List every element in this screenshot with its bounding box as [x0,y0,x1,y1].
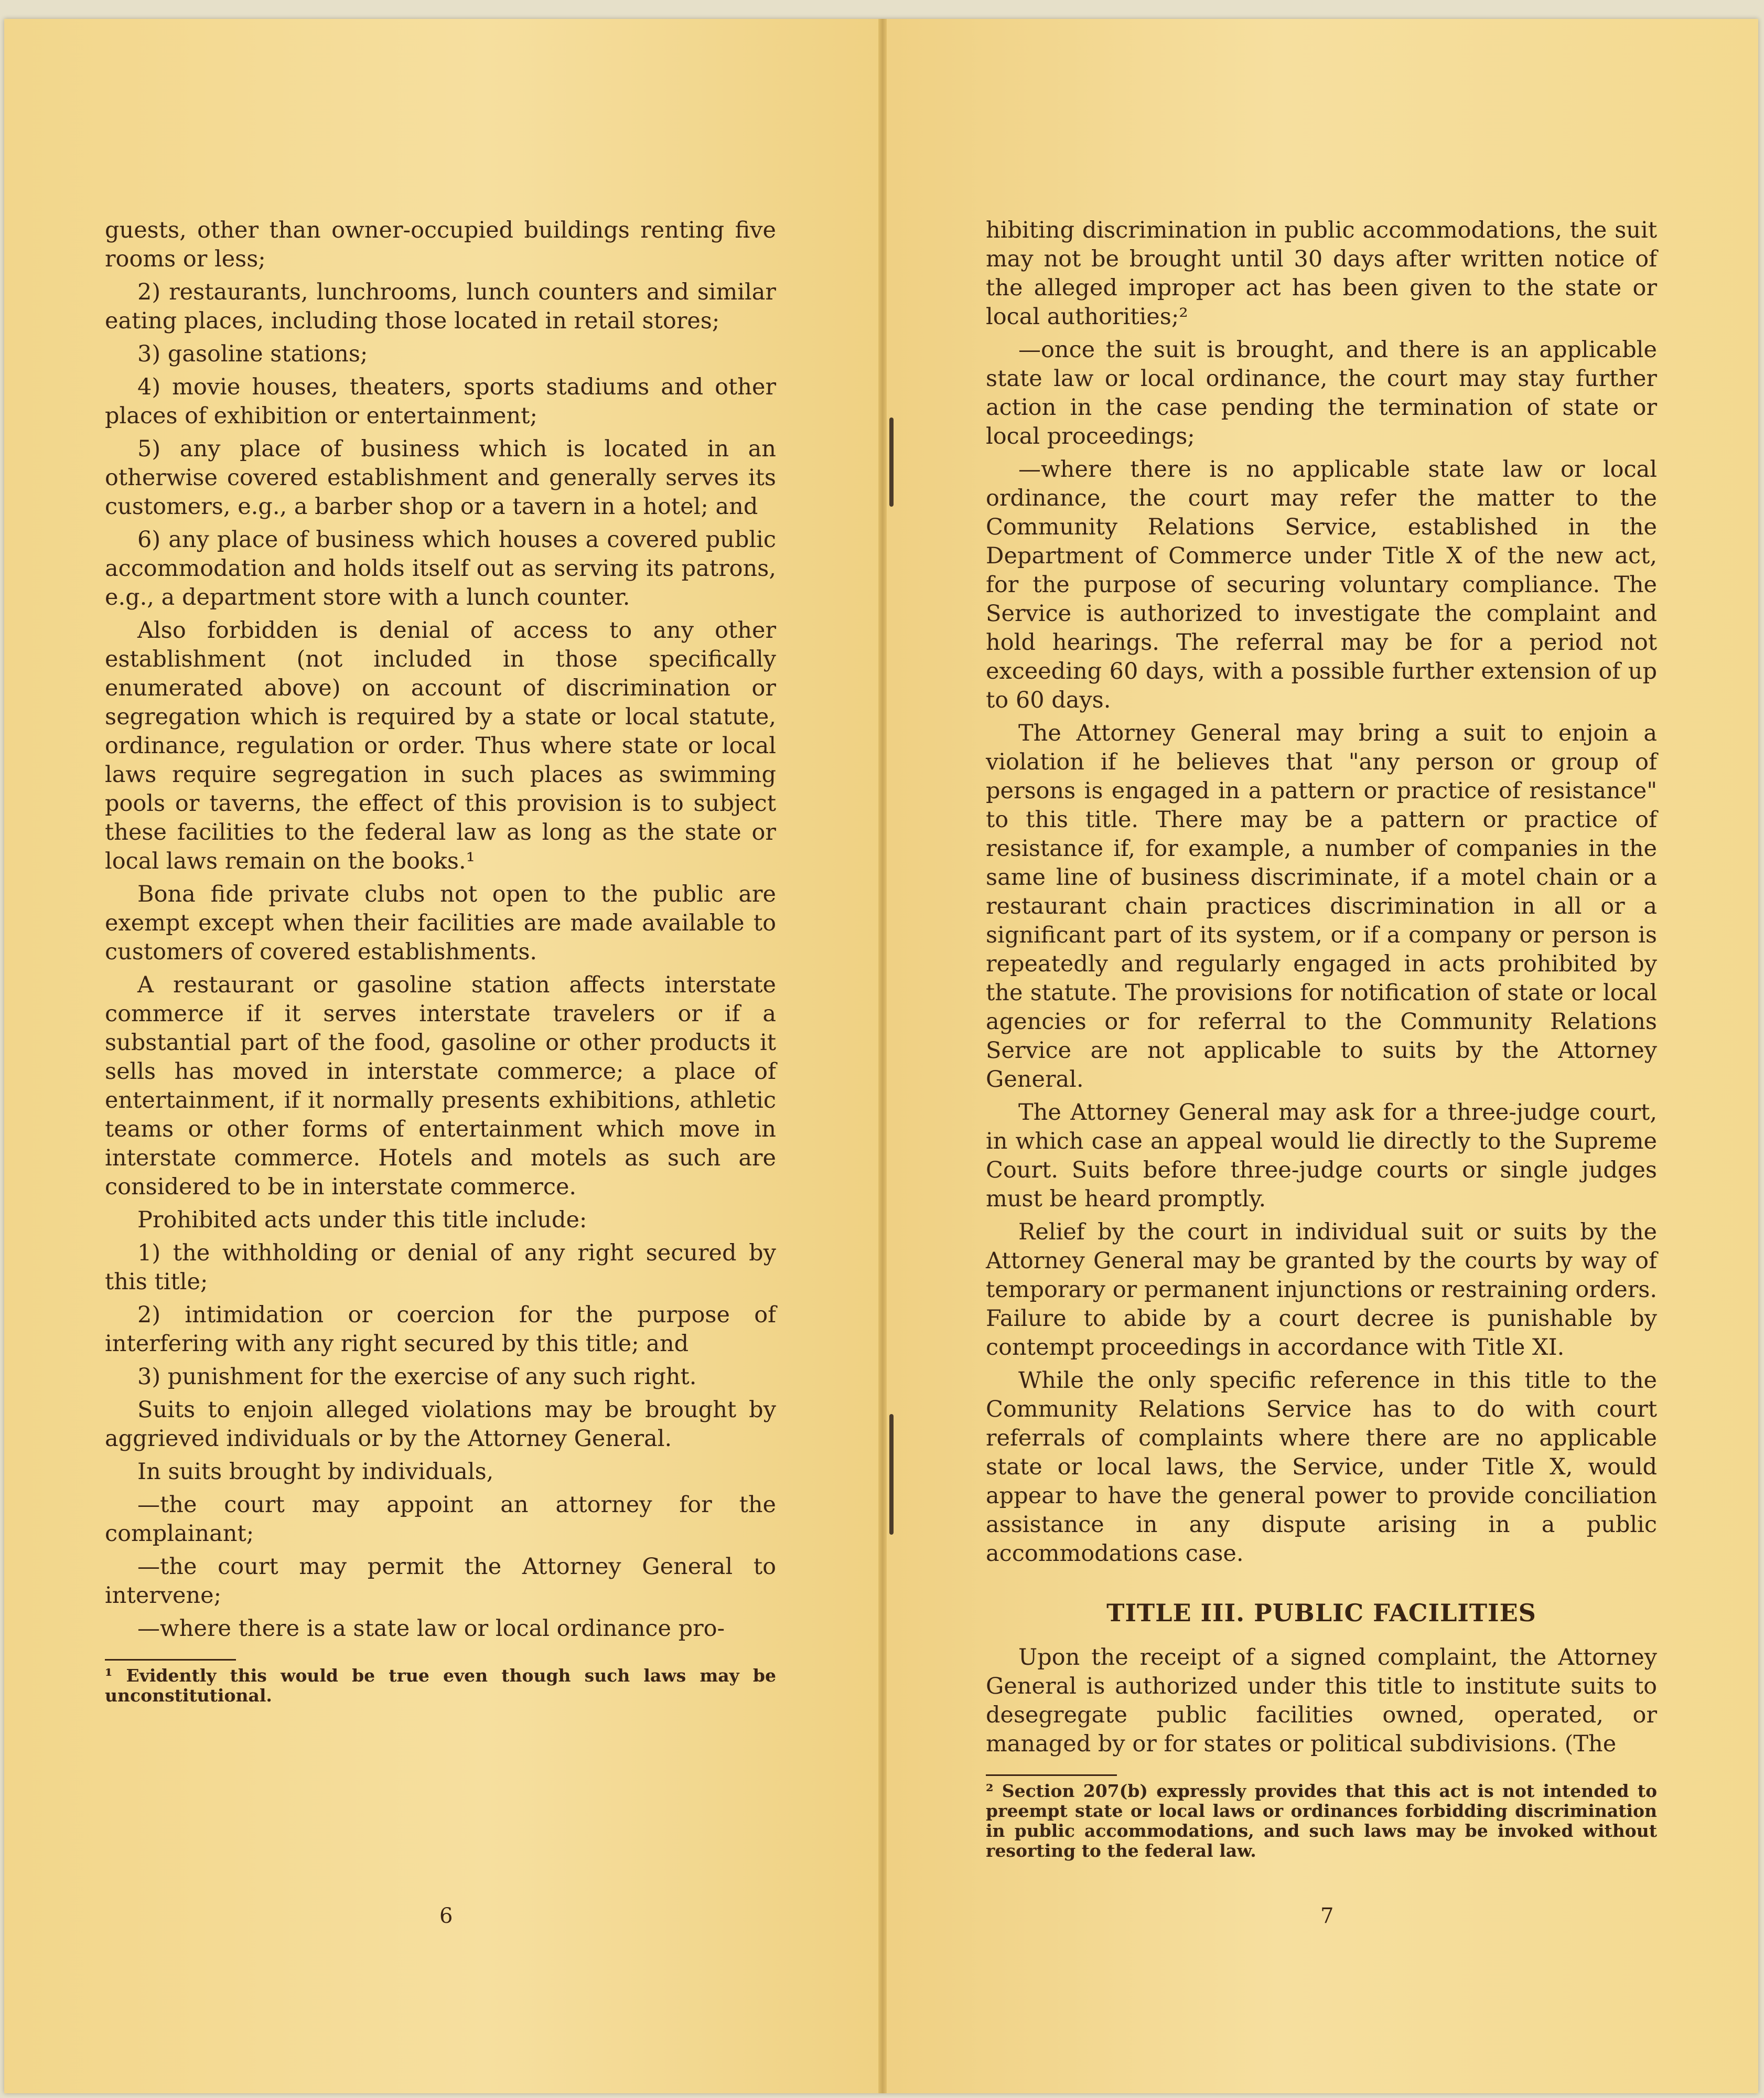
paragraph: Prohibited acts under this title include: [137,1207,587,1233]
paragraph: 3) punishment for the exercise of any such right. [137,1364,697,1390]
left-page-text [105,216,776,1706]
paragraph: 4) movie houses, theaters, sports stadiums and other places of exhibition or entertainment; [105,374,776,429]
page-number-right: 7 [1320,1904,1334,1928]
paragraph: 1) the withholding or denial of any right secured by this title; [105,1240,776,1295]
right-page-text [986,216,1657,1861]
paragraph: —the court may permit the Attorney General to intervene; [105,1554,776,1609]
paragraph: The Attorney General may bring a suit to enjoin a violation if he believes that "any person or group of persons is engaged in a pattern or practice of resistance" to this title. There may be a pattern or practice of resistance if, for example, a number of companies in the same line of business discriminate, if a motel chain or a restaurant chain practices discrimination in all or a significant part of its system, or if a company or person is repeatedly and regularly engaged in acts prohibited by the statute. The provisions for notification of state or local agencies or for referral to the Community Relations Service are not applicable to suits by the Attorney General. [986,720,1657,1093]
paragraph: —where there is no applicable state law or local ordinance, the court may refer the matter to the Community Relations Service, established in the Department of Commerce under Title X of the new act, for the purpose of securing voluntary compliance. The Service is authorized to investigate the complaint and hold hearings. The referral may be for a period not exceeding 60 days, with a possible further extension of up to 60 days. [986,456,1657,713]
paragraph: 6) any place of business which houses a covered public accommodation and holds itself out as serving its patrons, e.g., a department store with a lunch counter. [105,527,776,611]
paragraph: Relief by the court in individual suit or suits by the Attorney General may be granted by the courts by way of temporary or permanent injunctions or restraining orders. Failure to abide by a court decree is punishable by contempt proceedings in accordance with Title XI. [986,1219,1657,1361]
paragraph: —once the suit is brought, and there is an applicable state law or local ordinance, the court may stay further action in the case pending the termination of state or local proceedings; [986,337,1657,449]
staple-bottom [889,1414,894,1535]
paragraph: —where there is a state law or local ordinance pro- [137,1615,725,1642]
page-number-left: 6 [439,1904,453,1928]
paragraph: A restaurant or gasoline station affects interstate commerce if it serves interstate travelers or if a substantial part of the food, gasoline or other products it sells has moved in interstate commerce; a place of entertainment, if it normally presents exhibitions, athletic teams or other forms of entertainment which move in interstate commerce. Hotels and motels as such are considered to be in interstate commerce. [105,972,776,1200]
paragraph: Suits to enjoin alleged violations may be brought by aggrieved individuals or by the Attorney General. [105,1397,776,1452]
paragraph: The Attorney General may ask for a three-judge court, in which case an appeal would lie directly to the Supreme Court. Suits before three-judge courts or single judges must be heard promptly. [986,1099,1657,1212]
paragraph: guests, other than owner-occupied buildings renting five rooms or less; [105,217,776,272]
paragraph: hibiting discrimination in public accommodations, the suit may not be brought until 30 days after written notice of the alleged improper act has been given to the state or local authorities;² [986,217,1657,330]
footnote-2: ² Section 207(b) expressly provides that this act is not intended to preempt state or local laws or ordinances forbidding discrimination in public accommodations, and such laws may be invoked without resorting to the federal law. [986,1781,1657,1861]
footnote-1: ¹ Evidently this would be true even though such laws may be unconstitutional. [105,1665,776,1706]
paragraph: While the only specific reference in this title to the Community Relations Service has to do with court referrals of complaints where there are no applicable state or local laws, the Service, under Title X, would appear to have the general power to provide conciliation assistance in any dispute arising in a public accommodations case. [986,1367,1657,1567]
section-heading: TITLE III. PUBLIC FACILITIES [1106,1599,1536,1627]
paragraph: —the court may appoint an attorney for the complainant; [105,1492,776,1547]
paragraph: Upon the receipt of a signed complaint, the Attorney General is authorized under this title to institute suits to desegregate public facilities owned, operated, or managed by or for states or political subdivisions. (The [986,1644,1657,1757]
footnote-rule [986,1774,1117,1776]
paragraph: Bona fide private clubs not open to the public are exempt except when their facilities are made available to customers of covered establishments. [105,881,776,965]
paragraph: 2) intimidation or coercion for the purpose of interfering with any right secured by this title; and [105,1302,776,1357]
binding-gutter [878,19,887,2093]
paragraph: 5) any place of business which is located in an otherwise covered establishment and generally serves its customers, e.g., a barber shop or a tavern in a hotel; and [105,436,776,520]
paragraph: 3) gasoline stations; [137,341,368,367]
paragraph: In suits brought by individuals, [137,1459,494,1485]
staple-top [889,418,894,507]
paragraph: 2) restaurants, lunchrooms, lunch counters and similar eating places, including those located in retail stores; [105,279,776,334]
footnote-rule [105,1659,236,1661]
paragraph: Also forbidden is denial of access to any other establishment (not included in those specifically enumerated above) on account of discrimination or segregation which is required by a state or local statute, ordinance, regulation or order. Thus where state or local laws require segregation in such places as swimming pools or taverns, the effect of this provision is to subject these facilities to the federal law as long as the state or local laws remain on the books.¹ [105,617,776,874]
